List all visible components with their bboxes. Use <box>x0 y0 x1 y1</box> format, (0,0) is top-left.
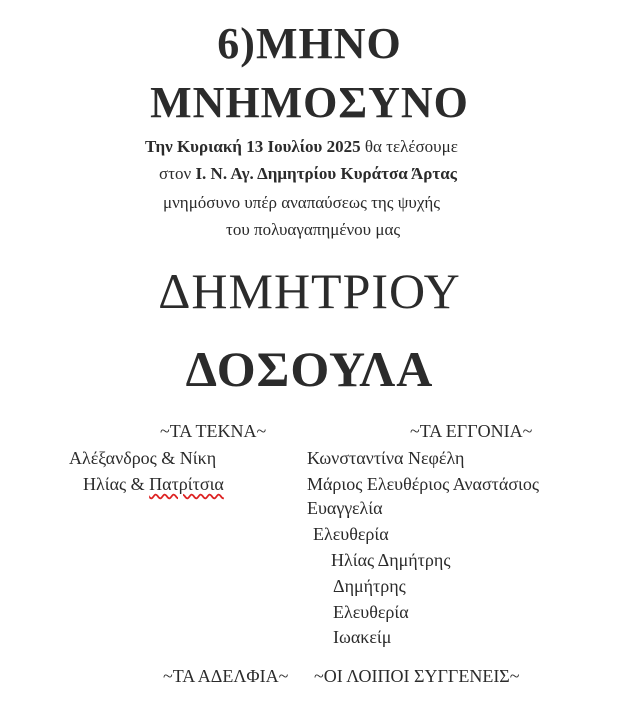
intro-line-3: μνημόσυνο υπέρ αναπαύσεως της ψυχής <box>163 193 441 212</box>
child-entry-2-prefix: Ηλίας & <box>83 474 150 494</box>
deceased-last-name: ΔΟΣΟΥΛΑ <box>185 341 434 397</box>
grandchild-entry-7: Ελευθερία <box>333 602 409 622</box>
child-entry-2 <box>83 474 224 495</box>
service-date: Την Κυριακή 13 Ιουλίου 2025 <box>145 137 361 156</box>
intro-line-4: του πολυαγαπημένου μας <box>226 220 401 239</box>
church-name: Ι. Ν. Αγ. Δημητρίου Κυράτσα Άρτας <box>195 164 457 183</box>
grandchild-entry-2: Μάριος Ελευθέριος Αναστάσιος <box>307 474 539 494</box>
title-line-1: 6)ΜΗΝΟ <box>217 19 402 68</box>
grandchild-entry-3: Ευαγγελία <box>307 498 383 518</box>
child-entry-1: Αλέξανδρος & Νίκη <box>69 448 217 468</box>
deceased-first-name: ΔΗΜΗΤΡΙΟΥ <box>158 263 461 319</box>
grandchild-entry-1: Κωνσταντίνα Νεφέλη <box>307 448 465 468</box>
title-line-2: ΜΝΗΜΟΣΥΝΟ <box>150 78 469 127</box>
spellcheck-flagged-word: Πατρίτσια <box>149 474 224 494</box>
siblings-heading: ~ΤΑ ΑΔΕΛΦΙΑ~ <box>163 666 289 686</box>
grandchild-entry-4: Ελευθερία <box>313 524 389 544</box>
intro-line-1-rest: θα τελέσουμε <box>360 137 458 156</box>
relatives-heading: ~ΟΙ ΛΟΙΠΟΙ ΣΥΓΓΕΝΕΙΣ~ <box>314 666 520 686</box>
grandchild-entry-5: Ηλίας Δημήτρης <box>331 550 451 570</box>
children-heading: ~ΤΑ ΤΕΚΝΑ~ <box>160 421 267 441</box>
intro-line-1 <box>145 137 458 157</box>
grandchild-entry-6: Δημήτρης <box>333 576 406 596</box>
intro-line-2-prefix: στον <box>159 164 196 183</box>
grandchild-entry-8: Ιωακείμ <box>333 627 392 647</box>
grandchildren-heading: ~ΤΑ ΕΓΓΟΝΙΑ~ <box>410 421 533 441</box>
intro-line-2 <box>159 164 457 184</box>
